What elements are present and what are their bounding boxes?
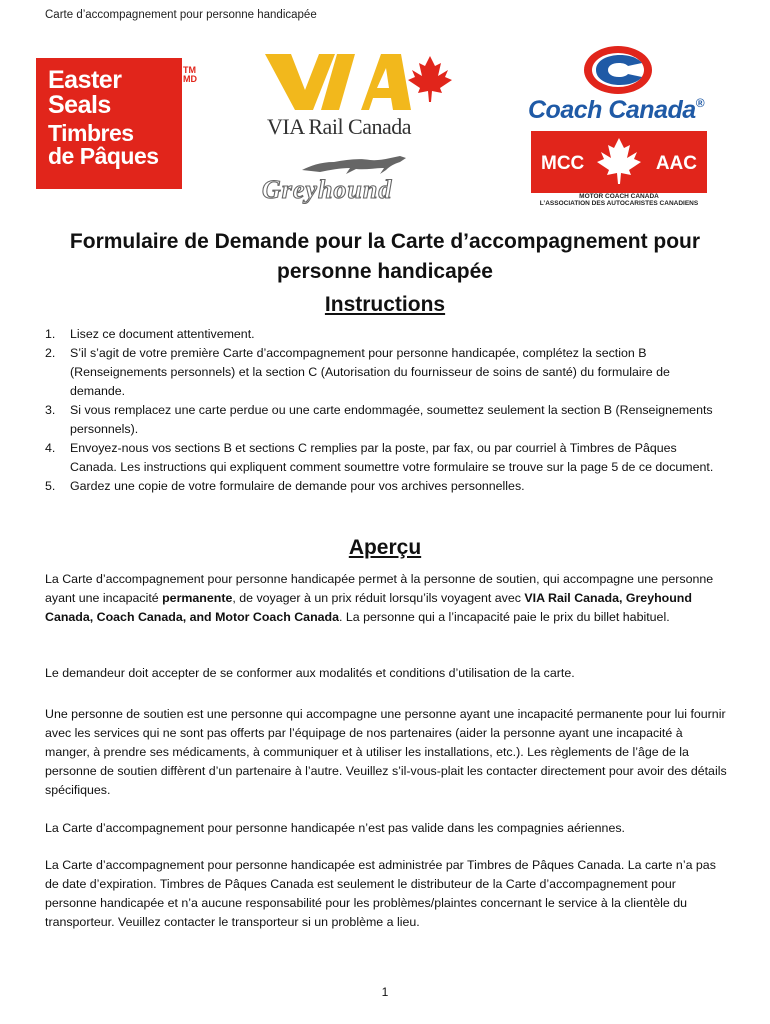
apercu-paragraph-4: La Carte d’accompagnement pour personne handicapée n’est pas valide dans les compagnies aériennes. bbox=[45, 821, 625, 835]
list-item bbox=[45, 477, 725, 496]
list-item-text: Gardez une copie de votre formulaire de demande pour vos archives personnelles. bbox=[70, 479, 525, 493]
list-item-text: Lisez ce document attentivement. bbox=[70, 327, 255, 341]
mcc-subtitle bbox=[531, 193, 707, 208]
list-item bbox=[45, 401, 725, 439]
registered-mark: ® bbox=[695, 96, 705, 110]
list-item bbox=[45, 325, 725, 344]
apercu-paragraph-2: Le demandeur doit accepter de se conformer aux modalités et conditions d’utilisation de la carte. bbox=[45, 666, 575, 680]
maple-leaf-icon bbox=[597, 137, 641, 187]
p1-bold-carriers: VIA Rail Canada, Greyhound Canada, Coach Canada, and Motor Coach Canada bbox=[45, 591, 692, 624]
easter-seals-line3: Timbres bbox=[48, 120, 134, 146]
p1-text-a: La Carte d’accompagnement pour personne handicapée permet à la personne de soutien, qui accompagne une personne ayant une incapacité bbox=[45, 572, 714, 605]
list-item bbox=[45, 439, 725, 477]
list-number: 1. bbox=[45, 327, 56, 341]
instructions-heading: Instructions bbox=[324, 293, 446, 316]
page-title-line2: personne handicapée bbox=[277, 260, 493, 283]
list-number: 4. bbox=[45, 441, 56, 455]
easter-seals-line1: Easter bbox=[48, 66, 122, 94]
aac-label: AAC bbox=[655, 153, 697, 174]
mcc-subtitle-en: MOTOR COACH CANADA bbox=[579, 193, 659, 200]
list-item-text: Si vous remplacez une carte perdue ou une carte endommagée, soumettez seulement la section B (Renseignements personnels). bbox=[70, 403, 713, 436]
via-rail-logo-graphic bbox=[265, 52, 455, 114]
coach-canada-emblem-icon bbox=[582, 44, 654, 96]
page-number: 1 bbox=[381, 985, 389, 999]
easter-seals-logo bbox=[36, 58, 182, 189]
apercu-paragraph-5: La Carte d’accompagnement pour personne handicapée est administrée par Timbres de Pâques Canada. La carte n’a pas de date d’expiration. Timbres de Pâques Canada est seulement le distributeur de la Carte d’accompagnement pour personne handicapée et n’a aucune responsabilité pour les problèmes/plaintes concernant le service à la clientèle du transporteur. Veuillez contacter le transporteur si un problème a lieu. bbox=[45, 858, 716, 929]
mcc-subtitle-fr: L’ASSOCIATION DES AUTOCARISTES CANADIENS bbox=[539, 200, 699, 208]
greyhound-wordmark: Greyhound bbox=[262, 175, 393, 204]
apercu-paragraph-3: Une personne de soutien est une personne qui accompagne une personne ayant une incapacité permanente pour lui fournir avec les services qui ne sont pas offerts par l’équipage de nos partenaires (aider la personne ayant une incapacité à manger, à prendre ses médicaments, à communiquer et à utiliser les installations, etc.). Les règlements de l’âge de la personne de soutien diffèrent d’un partenaire à l’autre. Veuillez s’il-vous-plait les contacter directement pour avoir des détails spécifiques. bbox=[45, 707, 727, 797]
mcc-label: MCC bbox=[541, 153, 585, 174]
md-label: MD bbox=[183, 74, 197, 85]
easter-seals-line4: de Pâques bbox=[48, 143, 159, 169]
list-number: 2. bbox=[45, 346, 56, 360]
easter-seals-line2: Seals bbox=[48, 91, 111, 119]
list-number: 3. bbox=[45, 403, 56, 417]
page-title-line1: Formulaire de Demande pour la Carte d’accompagnement pour bbox=[69, 230, 701, 253]
p1-text-c: , de voyager à un prix réduit lorsqu’ils voyagent avec bbox=[232, 591, 525, 605]
maple-leaf-icon bbox=[408, 56, 452, 102]
page-title bbox=[0, 227, 770, 287]
coach-canada-wordmark bbox=[528, 96, 704, 125]
p1-text-e: . La personne qui a l’incapacité paie le prix du billet habituel. bbox=[339, 610, 670, 624]
instructions-list bbox=[45, 325, 725, 496]
list-item bbox=[45, 344, 725, 401]
trademark-mark bbox=[183, 66, 197, 85]
apercu-heading: Aperçu bbox=[348, 536, 422, 559]
mcc-aac-logo bbox=[531, 131, 707, 193]
list-item-text: S’il s’agit de votre première Carte d’accompagnement pour personne handicapée, complétez la section B (Renseignements personnels) et la section C (Autorisation du fournisseur de soins de santé) du formulaire de demande. bbox=[70, 346, 670, 398]
apercu-paragraph-1 bbox=[45, 570, 727, 627]
via-rail-wordmark: VIA Rail Canada bbox=[267, 114, 412, 139]
p1-bold-permanente: permanente bbox=[162, 591, 233, 605]
list-number: 5. bbox=[45, 479, 56, 493]
coach-canada-name: Coach Canada bbox=[528, 96, 696, 124]
header-note: Carte d’accompagnement pour personne handicapée bbox=[45, 9, 317, 21]
list-item-text: Envoyez-nous vos sections B et sections C remplies par la poste, par fax, ou par courriel à Timbres de Pâques Canada. Les instructions qui expliquent comment soumettre votre formulaire se trouve sur la page 5 de ce document. bbox=[70, 441, 714, 474]
tm-label: TM bbox=[183, 65, 196, 75]
